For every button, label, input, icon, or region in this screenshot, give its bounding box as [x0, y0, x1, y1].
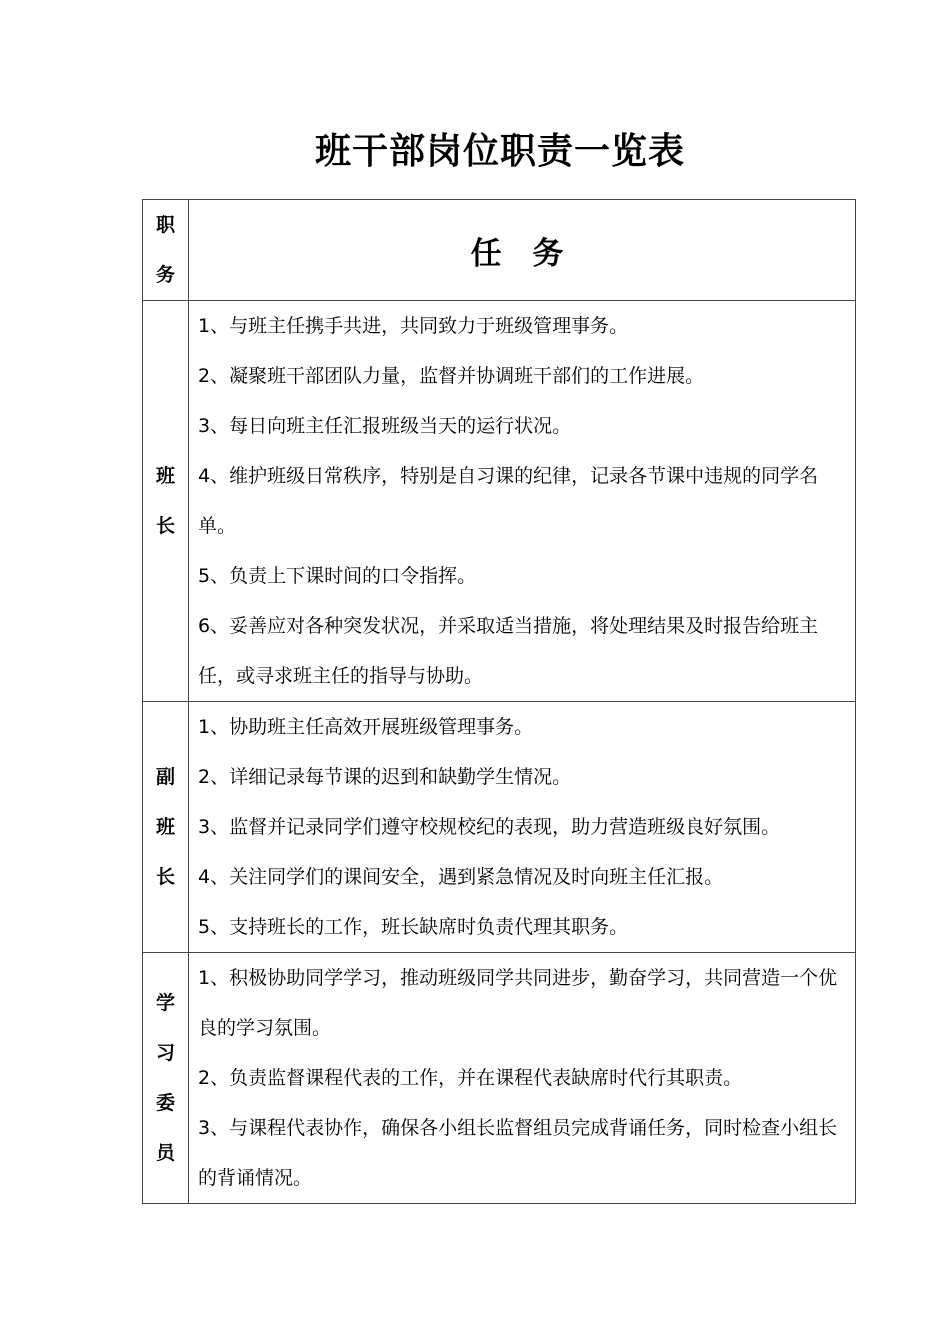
task-line: 2、详细记录每节课的迟到和缺勤学生情况。: [198, 766, 572, 788]
task-line: 单。: [198, 515, 237, 537]
duty-table: [142, 199, 856, 1204]
header-role-char: 职: [155, 214, 175, 236]
task-line: 3、监督并记录同学们遵守校规校纪的表现，助力营造班级良好氛围。: [198, 816, 781, 838]
task-line: 2、负责监督课程代表的工作，并在课程代表缺席时代行其职责。: [198, 1067, 743, 1089]
role-char: 副: [155, 766, 175, 788]
table-row-study-committee: [143, 953, 856, 1204]
header-role-cell: [143, 200, 189, 301]
task-line: 3、每日向班主任汇报班级当天的运行状况。: [198, 415, 572, 437]
table-row-monitor: [143, 301, 856, 702]
task-line: 4、关注同学们的课间安全，遇到紧急情况及时向班主任汇报。: [198, 866, 724, 888]
table-row-vice-monitor: [143, 702, 856, 953]
role-char: 员: [155, 1142, 175, 1164]
task-line: 6、妥善应对各种突发状况，并采取适当措施，将处理结果及时报告给班主: [198, 615, 819, 637]
page-title: 班干部岗位职责一览表: [314, 131, 685, 172]
task-cell-study-committee: [189, 953, 856, 1204]
task-line: 1、协助班主任高效开展班级管理事务。: [198, 716, 534, 738]
role-cell-vice-monitor: [143, 702, 189, 953]
role-char: 长: [155, 515, 175, 537]
task-line: 1、与班主任携手共进，共同致力于班级管理事务。: [198, 315, 629, 337]
task-line: 5、支持班长的工作，班长缺席时负责代理其职务。: [198, 916, 629, 938]
role-char: 长: [155, 866, 175, 888]
role-cell-monitor: [143, 301, 189, 702]
task-line: 1、积极协助同学学习，推动班级同学共同进步，勤奋学习，共同营造一个优: [198, 967, 838, 989]
task-line: 任，或寻求班主任的指导与协助。: [198, 665, 484, 687]
role-char: 班: [155, 816, 175, 838]
task-line: 3、与课程代表协作，确保各小组长监督组员完成背诵任务，同时检查小组长: [198, 1117, 838, 1139]
role-char: 班: [155, 465, 175, 487]
task-line: 5、负责上下课时间的口令指挥。: [198, 565, 477, 587]
role-cell-study-committee: [143, 953, 189, 1204]
role-char: 委: [155, 1092, 175, 1114]
task-line: 4、维护班级日常秩序，特别是自习课的纪律，记录各节课中违规的同学名: [198, 465, 819, 487]
task-line: 2、凝聚班干部团队力量，监督并协调班干部们的工作进展。: [198, 365, 705, 387]
role-char: 学: [155, 992, 175, 1014]
task-line: 良的学习氛围。: [198, 1017, 332, 1039]
task-cell-vice-monitor: [189, 702, 856, 953]
header-role-char: 务: [155, 264, 175, 286]
task-cell-monitor: [189, 301, 856, 702]
table-header-row: [143, 200, 856, 301]
task-line: 的背诵情况。: [198, 1167, 313, 1189]
header-task-cell: 任 务: [189, 200, 856, 301]
role-char: 习: [155, 1042, 175, 1064]
